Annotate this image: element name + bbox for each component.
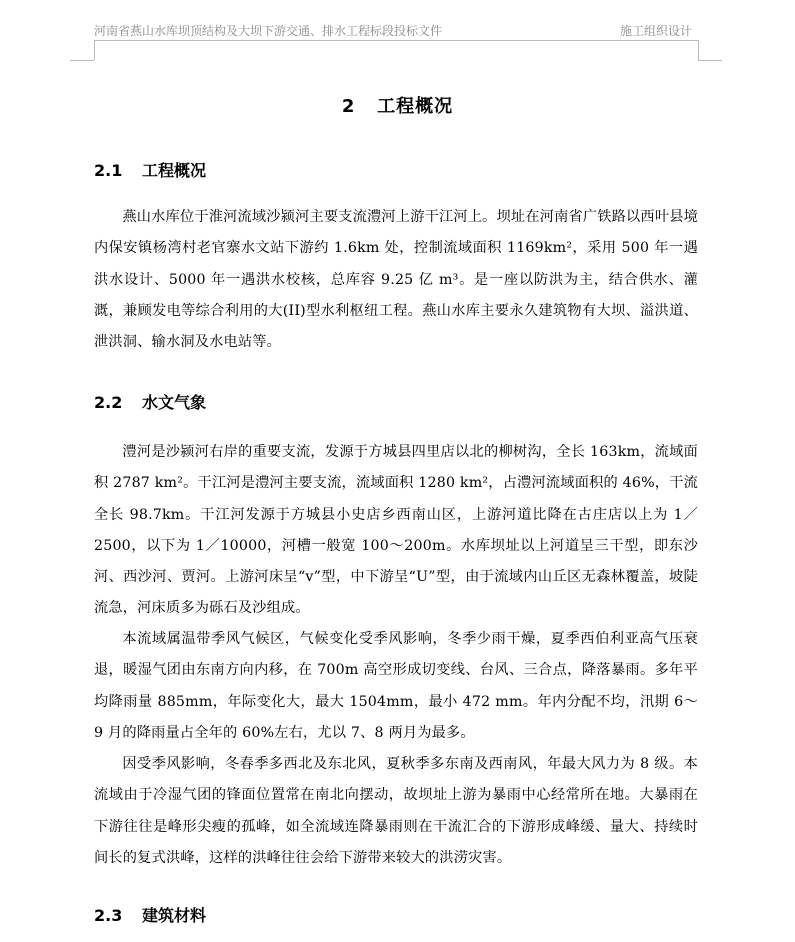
page-header bbox=[94, 22, 692, 40]
section-number: 2.2 bbox=[94, 393, 123, 412]
paragraph: 本流域属温带季风气候区，气候变化受季风影响，冬季少雨干燥，夏季西伯利亚高气压衰退，暖湿气团由东南方向内移，在 700m 高空形成切变线、台风、三合点，降落暴雨。多年平均降雨量 885mm，年际变化大，最大 1504mm，最小 472 mm。年内分配不均，汛期 6～9 月的降雨量占全年的 60%左右，尤以 7、8 两月为最多。 bbox=[94, 631, 698, 741]
crop-mark-left bbox=[70, 60, 94, 61]
header-document-title: 河南省燕山水库坝顶结构及大坝下游交通、排水工程标段投标文件 bbox=[94, 24, 443, 38]
header-rule bbox=[94, 40, 698, 41]
section-title: 工程概况 bbox=[142, 161, 207, 180]
paragraph: 因受季风影响，冬春季多西北及东北风，夏秋季多东南及西南风，年最大风力为 8 级。本流域由于冷湿气团的锋面位置常在南北向摆动，故坝址上游为暴雨中心经常所在地。大暴雨在下游往往是峰形尖瘦的孤峰，如全流域连降暴雨则在干流汇合的下游形成峰缓、量大、持续时间长的复式洪峰，这样的洪峰往往会给下游带来较大的洪涝灾害。 bbox=[94, 756, 698, 866]
paragraph: 燕山水库位于淮河流域沙颍河主要支流澧河上游干江河上。坝址在河南省广铁路以西叶县境内保安镇杨湾村老官寨水文站下游约 1.6km 处，控制流域面积 1169km²，采用 500 年一遇洪水设计、5000 年一遇洪水校核，总库容 9.25 亿 m³。是一座以防洪为主，结合供水、灌溉，兼顾发电等综合利用的大(II)型水利枢纽工程。燕山水库主要永久建筑物有大坝、溢洪道、泄洪洞、输水洞及水电站等。 bbox=[94, 209, 698, 351]
chapter-heading bbox=[0, 92, 795, 118]
chapter-number: 2 bbox=[341, 96, 356, 117]
header-section-name: 施工组织设计 bbox=[619, 24, 692, 38]
section-title: 水文气象 bbox=[142, 393, 207, 412]
crop-mark-right-vertical bbox=[698, 40, 699, 60]
section-number: 2.1 bbox=[94, 161, 123, 180]
chapter-title: 工程概况 bbox=[377, 96, 454, 117]
section-heading bbox=[94, 158, 206, 181]
section-title: 建筑材料 bbox=[142, 906, 207, 925]
section-number: 2.3 bbox=[94, 906, 123, 925]
section-heading bbox=[94, 903, 206, 926]
crop-mark-left-vertical bbox=[94, 40, 95, 60]
paragraph: 澧河是沙颍河右岸的重要支流，发源于方城县四里店以北的柳树沟，全长 163km，流域面积 2787 km²。干江河是澧河主要支流，流域面积 1280 km²，占澧河流域面积的 46%，干流全长 98.7km。干江河发源于方城县小史店乡西南山区，上游河道比降在古庄店以上为 1／2500，以下为 1／10000，河槽一般宽 100～200m。水库坝址以上河道呈三干型，即东沙河、西沙河、贾河。上游河床呈“v”型，中下游呈“U”型，由于流域内山丘区无森林覆盖，坡陡流急，河床质多为砾石及沙组成。 bbox=[94, 444, 698, 617]
section-heading bbox=[94, 390, 206, 413]
crop-mark-right bbox=[698, 60, 722, 61]
